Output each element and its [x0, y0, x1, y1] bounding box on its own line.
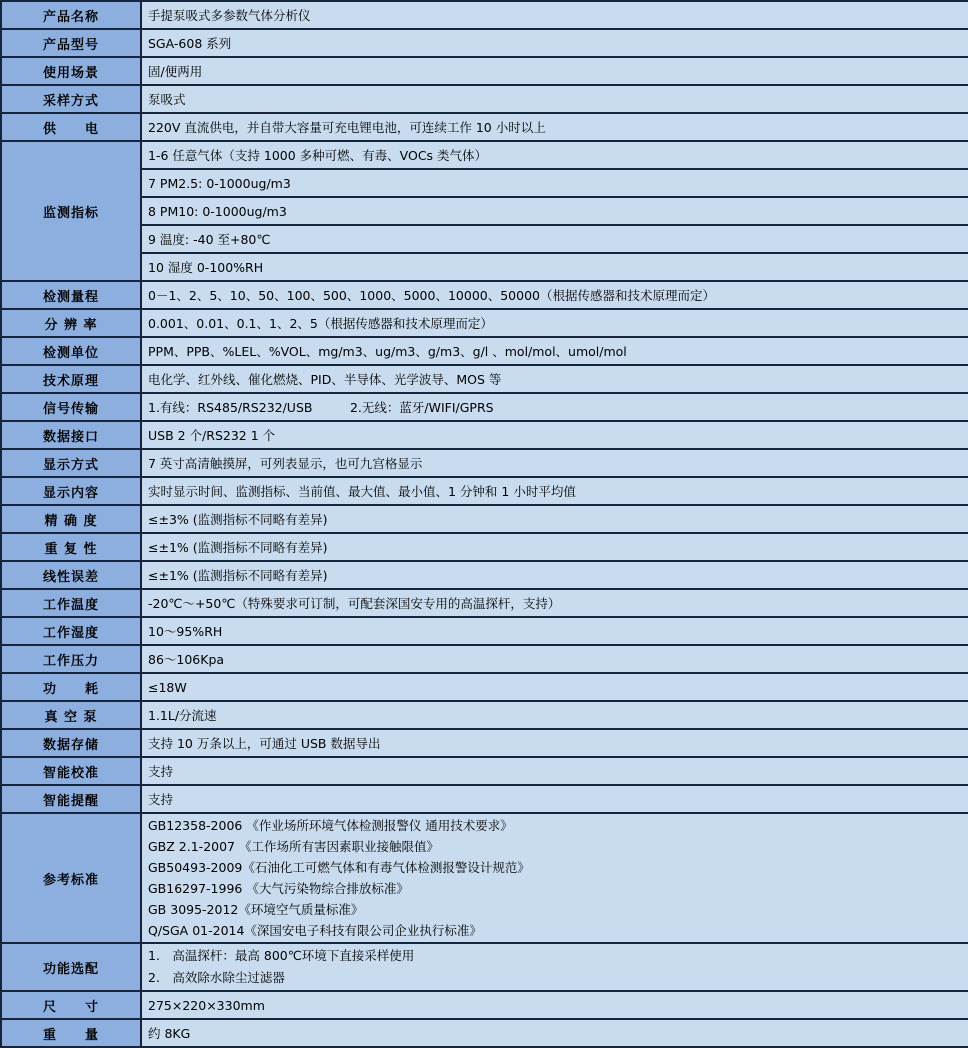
spec-value-working-pressure: 86～106Kpa	[141, 645, 968, 673]
spec-row-working-humidity	[1, 617, 968, 645]
spec-row-product-name	[1, 1, 968, 29]
spec-row-tech-principle	[1, 365, 968, 393]
spec-value-tech-principle: 电化学、红外线、催化燃烧、PID、半导体、光学波导、MOS 等	[141, 365, 968, 393]
spec-value-line: GB12358-2006 《作业场所环境气体检测报警仪 通用技术要求》	[148, 818, 513, 833]
spec-value-product-model: SGA-608 系列	[141, 29, 968, 57]
spec-label-smart-reminder: 智能提醒	[1, 785, 141, 813]
spec-row-accuracy	[1, 505, 968, 533]
spec-row-monitor-items	[1, 141, 968, 169]
spec-row-signal-transmission	[1, 393, 968, 421]
spec-label-working-humidity: 工作湿度	[1, 617, 141, 645]
spec-value-data-storage: 支持 10 万条以上，可通过 USB 数据导出	[141, 729, 968, 757]
spec-value-vacuum-pump: 1.1L/分流速	[141, 701, 968, 729]
spec-row-working-temp	[1, 589, 968, 617]
spec-value-sampling-method: 泵吸式	[141, 85, 968, 113]
spec-label-vacuum-pump: 真 空 泵	[1, 701, 141, 729]
spec-row-data-storage	[1, 729, 968, 757]
spec-row-ref-standards	[1, 813, 968, 943]
spec-value-power-supply: 220V 直流供电，并自带大容量可充电锂电池，可连续工作 10 小时以上	[141, 113, 968, 141]
spec-row-weight	[1, 1019, 968, 1047]
spec-label-display-mode: 显示方式	[1, 449, 141, 477]
spec-label-repeatability: 重 复 性	[1, 533, 141, 561]
spec-label-optional-features: 功能选配	[1, 943, 141, 991]
spec-value-repeatability: ≤±1% (监测指标不同略有差异)	[141, 533, 968, 561]
spec-value-line: GB50493-2009《石油化工可燃气体和有毒气体检测报警设计规范》	[148, 860, 530, 875]
spec-label-accuracy: 精 确 度	[1, 505, 141, 533]
spec-row-product-model	[1, 29, 968, 57]
spec-label-data-interface: 数据接口	[1, 421, 141, 449]
spec-value-signal-transmission: 1.有线：RS485/RS232/USB 2.无线：蓝牙/WIFI/GPRS	[141, 393, 968, 421]
spec-label-product-name: 产品名称	[1, 1, 141, 29]
spec-value-working-temp: -20℃～+50℃（特殊要求可订制，可配套深国安专用的高温探杆，支持）	[141, 589, 968, 617]
spec-label-signal-transmission: 信号传输	[1, 393, 141, 421]
spec-label-power-supply: 供 电	[1, 113, 141, 141]
spec-row-smart-calibration	[1, 757, 968, 785]
spec-value-accuracy: ≤±3% (监测指标不同略有差异)	[141, 505, 968, 533]
spec-value-linearity-error: ≤±1% (监测指标不同略有差异)	[141, 561, 968, 589]
spec-value-monitor-item-5: 10 湿度 0-100%RH	[141, 253, 968, 281]
spec-row-power-consumption	[1, 673, 968, 701]
spec-value-line: 2. 高效除水除尘过滤器	[148, 970, 285, 985]
spec-row-working-pressure	[1, 645, 968, 673]
spec-label-dimensions: 尺 寸	[1, 991, 141, 1019]
spec-value-line: Q/SGA 01-2014《深国安电子科技有限公司企业执行标准》	[148, 923, 482, 938]
spec-value-line: GB 3095-2012《环境空气质量标准》	[148, 902, 364, 917]
spec-value-smart-calibration: 支持	[141, 757, 968, 785]
spec-value-power-consumption: ≤18W	[141, 673, 968, 701]
spec-label-usage-scene: 使用场景	[1, 57, 141, 85]
spec-value-working-humidity: 10～95%RH	[141, 617, 968, 645]
spec-label-product-model: 产品型号	[1, 29, 141, 57]
spec-row-monitor-items	[1, 225, 968, 253]
spec-value-monitor-item-2: 7 PM2.5: 0-1000ug/m3	[141, 169, 968, 197]
spec-row-sampling-method	[1, 85, 968, 113]
spec-value-display-mode: 7 英寸高清触摸屏，可列表显示，也可九宫格显示	[141, 449, 968, 477]
spec-value-ref-standards	[141, 813, 968, 943]
spec-row-resolution	[1, 309, 968, 337]
spec-value-detection-unit: PPM、PPB、%LEL、%VOL、mg/m3、ug/m3、g/m3、g/l 、mol/mol、umol/mol	[141, 337, 968, 365]
spec-value-data-interface: USB 2 个/RS232 1 个	[141, 421, 968, 449]
spec-value-monitor-item-3: 8 PM10: 0-1000ug/m3	[141, 197, 968, 225]
spec-label-data-storage: 数据存储	[1, 729, 141, 757]
spec-value-detection-range: 0－1、2、5、10、50、100、500、1000、5000、10000、50000（根据传感器和技术原理而定）	[141, 281, 968, 309]
spec-value-usage-scene: 固/便两用	[141, 57, 968, 85]
spec-value-smart-reminder: 支持	[141, 785, 968, 813]
spec-row-power-supply	[1, 113, 968, 141]
spec-row-display-mode	[1, 449, 968, 477]
spec-value-product-name: 手提泵吸式多参数气体分析仪	[141, 1, 968, 29]
spec-label-weight: 重 量	[1, 1019, 141, 1047]
spec-label-detection-range: 检测量程	[1, 281, 141, 309]
spec-label-working-temp: 工作温度	[1, 589, 141, 617]
spec-label-tech-principle: 技术原理	[1, 365, 141, 393]
spec-row-monitor-items	[1, 253, 968, 281]
spec-label-power-consumption: 功 耗	[1, 673, 141, 701]
spec-row-data-interface	[1, 421, 968, 449]
spec-label-ref-standards: 参考标准	[1, 813, 141, 943]
spec-row-optional-features	[1, 943, 968, 991]
spec-value-dimensions: 275×220×330mm	[141, 991, 968, 1019]
spec-row-linearity-error	[1, 561, 968, 589]
spec-row-vacuum-pump	[1, 701, 968, 729]
spec-label-resolution: 分 辨 率	[1, 309, 141, 337]
spec-row-detection-unit	[1, 337, 968, 365]
spec-value-line: 1. 高温探杆：最高 800℃环境下直接采样使用	[148, 948, 415, 963]
spec-value-line: GB16297-1996 《大气污染物综合排放标准》	[148, 881, 409, 896]
spec-value-display-content: 实时显示时间、监测指标、当前值、最大值、最小值、1 分钟和 1 小时平均值	[141, 477, 968, 505]
spec-label-display-content: 显示内容	[1, 477, 141, 505]
spec-value-monitor-item-4: 9 温度: -40 至+80℃	[141, 225, 968, 253]
spec-label-linearity-error: 线性误差	[1, 561, 141, 589]
spec-row-monitor-items	[1, 169, 968, 197]
spec-label-smart-calibration: 智能校准	[1, 757, 141, 785]
spec-row-monitor-items	[1, 197, 968, 225]
spec-label-monitor-items: 监测指标	[1, 141, 141, 281]
spec-label-working-pressure: 工作压力	[1, 645, 141, 673]
spec-value-line: GBZ 2.1-2007 《工作场所有害因素职业接触限值》	[148, 839, 439, 854]
spec-row-display-content	[1, 477, 968, 505]
spec-value-monitor-item-1: 1-6 任意气体（支持 1000 多种可燃、有毒、VOCs 类气体）	[141, 141, 968, 169]
spec-row-dimensions	[1, 991, 968, 1019]
spec-value-resolution: 0.001、0.01、0.1、1、2、5（根据传感器和技术原理而定）	[141, 309, 968, 337]
spec-row-detection-range	[1, 281, 968, 309]
spec-row-usage-scene	[1, 57, 968, 85]
spec-value-weight: 约 8KG	[141, 1019, 968, 1047]
spec-row-repeatability	[1, 533, 968, 561]
spec-label-detection-unit: 检测单位	[1, 337, 141, 365]
spec-value-optional-features	[141, 943, 968, 991]
spec-row-smart-reminder	[1, 785, 968, 813]
spec-label-sampling-method: 采样方式	[1, 85, 141, 113]
